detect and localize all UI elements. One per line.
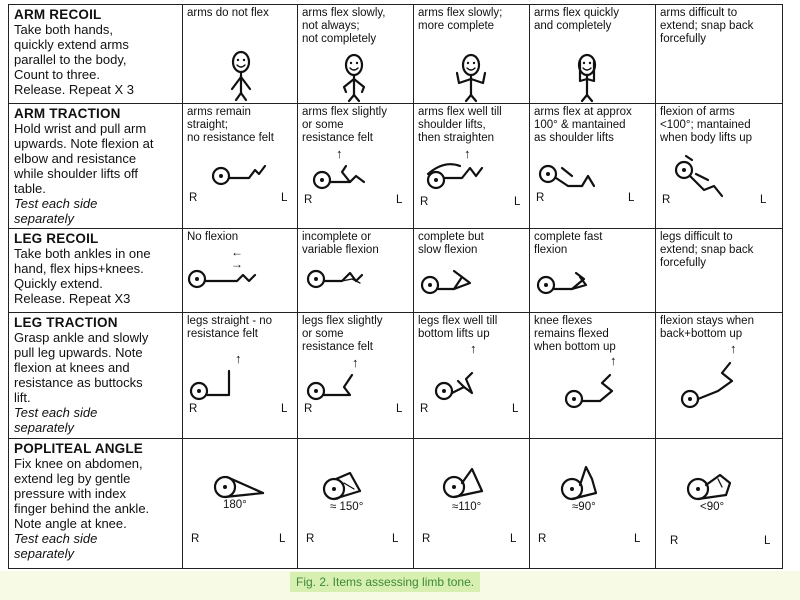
right-side-label: R — [670, 535, 679, 547]
infant-leg-recoil-figure — [414, 229, 530, 313]
right-side-label: R — [304, 194, 313, 206]
score-description: arms flex at approx 100° & mantained as shoulder lifts — [534, 106, 632, 144]
row-arm-recoil — [9, 5, 783, 104]
item-title: LEG TRACTION — [14, 315, 118, 330]
row-popliteal-angle — [9, 439, 783, 569]
up-arrow-icon: ↑ — [336, 146, 343, 161]
left-side-label: L — [281, 403, 288, 415]
score-cell — [530, 439, 656, 569]
score-cell — [656, 229, 783, 313]
infant-leg-recoil-figure — [530, 229, 656, 313]
item-title: ARM TRACTION — [14, 106, 121, 121]
item-note: Test each side separately — [14, 196, 98, 226]
score-description: arms difficult to extend; snap back forcefully — [660, 7, 754, 45]
score-description: legs flex well till bottom lifts up — [418, 315, 498, 340]
item-title: POPLITEAL ANGLE — [14, 441, 144, 456]
score-description: arms flex slowly; more complete — [418, 7, 503, 32]
infant-arms-extended-figure — [183, 5, 298, 104]
score-description: legs difficult to extend; snap back forcefully — [660, 231, 754, 269]
infant-arms-slight-flex-figure — [298, 5, 414, 104]
item-description: Fix knee on abdomen, extend leg by gentle pressure with index finger behind the ankle. Note angle at knee. — [14, 456, 150, 531]
right-side-label: R — [420, 196, 429, 208]
score-cell — [530, 5, 656, 104]
up-arrow-icon: ↑ — [235, 351, 242, 366]
angle-label: ≈ 150° — [330, 501, 364, 513]
left-side-label: L — [512, 403, 519, 415]
score-description: arms remain straight; no resistance felt — [187, 106, 274, 144]
infant-arm-traction-figure — [414, 104, 530, 229]
angle-label: ≈110° — [452, 501, 482, 513]
score-cell — [656, 5, 783, 104]
left-side-label: L — [514, 196, 521, 208]
score-cell — [183, 229, 298, 313]
infant-leg-recoil-figure — [183, 229, 298, 313]
infant-arms-fully-flexed-figure — [530, 5, 646, 104]
score-description: arms do not flex — [187, 7, 269, 19]
left-side-label: L — [628, 192, 635, 204]
left-side-label: L — [392, 533, 399, 545]
left-arrow-icon: ← — [231, 245, 243, 259]
score-cell — [656, 439, 783, 569]
item-note: Test each side separately — [14, 531, 98, 561]
score-cell — [656, 313, 783, 439]
infant-leg-traction-figure — [414, 313, 530, 439]
infant-leg-traction-figure — [298, 313, 414, 439]
score-cell — [414, 5, 530, 104]
score-cell — [298, 5, 414, 104]
score-description: complete but slow flexion — [418, 231, 484, 256]
score-cell — [414, 229, 530, 313]
up-arrow-icon: ↑ — [352, 355, 359, 370]
right-side-label: R — [306, 533, 315, 545]
item-cell-arm-recoil — [9, 5, 183, 104]
score-cell — [183, 104, 298, 229]
score-cell — [298, 313, 414, 439]
score-description: No flexion — [187, 231, 239, 243]
score-cell — [298, 439, 414, 569]
left-side-label: L — [634, 533, 641, 545]
right-side-label: R — [538, 533, 547, 545]
left-side-label: L — [764, 535, 771, 547]
item-description: Take both ankles in one hand, flex hips+knees. Quickly extend. Release. Repeat X3 — [14, 246, 151, 306]
score-cell — [414, 313, 530, 439]
left-side-label: L — [510, 533, 517, 545]
score-description: flexion stays when back+bottom up — [660, 315, 754, 340]
score-cell — [656, 104, 783, 229]
item-description: Take both hands, quickly extend arms parallel to the body, Count to three. Release. Repeat X 3 — [14, 22, 134, 97]
up-arrow-icon: ↑ — [730, 341, 737, 356]
up-arrow-icon: ↑ — [470, 341, 477, 356]
right-side-label: R — [189, 403, 198, 415]
score-cell — [414, 104, 530, 229]
score-cell — [414, 439, 530, 569]
right-side-label: R — [536, 192, 545, 204]
row-arm-traction — [9, 104, 783, 229]
left-side-label: L — [396, 194, 403, 206]
item-note: Test each side separately — [14, 405, 98, 435]
score-description: legs flex slightly or some resistance felt — [302, 315, 383, 353]
infant-arm-traction-figure — [656, 104, 783, 229]
infant-arm-traction-figure — [298, 104, 414, 229]
figure-caption: Fig. 2. Items assessing limb tone. — [290, 572, 480, 592]
item-cell-popliteal-angle — [9, 439, 183, 569]
score-description: legs straight - no resistance felt — [187, 315, 273, 340]
infant-arm-traction-figure — [183, 104, 298, 229]
score-description: knee flexes remains flexed when bottom up — [534, 315, 616, 353]
right-side-label: R — [189, 192, 198, 204]
up-arrow-icon: ↑ — [610, 353, 617, 368]
right-arrow-icon: → — [231, 257, 243, 271]
item-cell-leg-recoil — [9, 229, 183, 313]
right-side-label: R — [420, 403, 429, 415]
right-side-label: R — [304, 403, 313, 415]
angle-label: <90° — [700, 501, 725, 513]
item-title: LEG RECOIL — [14, 231, 99, 246]
score-cell — [183, 439, 298, 569]
score-cell — [530, 313, 656, 439]
right-side-label: R — [662, 194, 671, 206]
score-description: arms flex slightly or some resistance felt — [302, 106, 387, 144]
infant-leg-traction-figure — [530, 313, 656, 439]
score-cell — [530, 229, 656, 313]
score-description: arms flex quickly and completely — [534, 7, 619, 32]
score-cell — [530, 104, 656, 229]
infant-arms-flexed-figure — [414, 5, 530, 104]
score-description: incomplete or variable flexion — [302, 231, 379, 256]
angle-label: ≈90° — [572, 501, 596, 513]
score-cell — [298, 229, 414, 313]
score-description: flexion of arms <100°; mantained when body lifts up — [660, 106, 753, 144]
score-cell — [183, 313, 298, 439]
score-description: complete fast flexion — [534, 231, 603, 256]
angle-label: 180° — [223, 499, 247, 511]
item-cell-leg-traction — [9, 313, 183, 439]
left-side-label: L — [760, 194, 767, 206]
infant-arm-traction-figure — [530, 104, 656, 229]
item-description: Grasp ankle and slowly pull leg upwards. Note flexion at knees and resistance as buttocks lift. — [14, 330, 149, 405]
left-side-label: L — [279, 533, 286, 545]
item-description: Hold wrist and pull arm upwards. Note flexion at elbow and resistance while shoulder lifts off table. — [14, 121, 154, 196]
left-side-label: L — [396, 403, 403, 415]
right-side-label: R — [191, 533, 200, 545]
infant-leg-traction-figure — [656, 313, 783, 439]
infant-leg-traction-figure — [183, 313, 298, 439]
score-cell — [298, 104, 414, 229]
left-side-label: L — [281, 192, 288, 204]
score-description: arms flex slowly, not always; not completely — [302, 7, 386, 45]
row-leg-recoil — [9, 229, 783, 313]
right-side-label: R — [422, 533, 431, 545]
item-title: ARM RECOIL — [14, 7, 102, 22]
up-arrow-icon: ↑ — [464, 146, 471, 161]
row-leg-traction — [9, 313, 783, 439]
infant-leg-recoil-figure — [298, 229, 414, 313]
limb-tone-table — [8, 4, 783, 569]
score-cell — [183, 5, 298, 104]
score-description: arms flex well till shoulder lifts, then straighten — [418, 106, 502, 144]
item-cell-arm-traction — [9, 104, 183, 229]
